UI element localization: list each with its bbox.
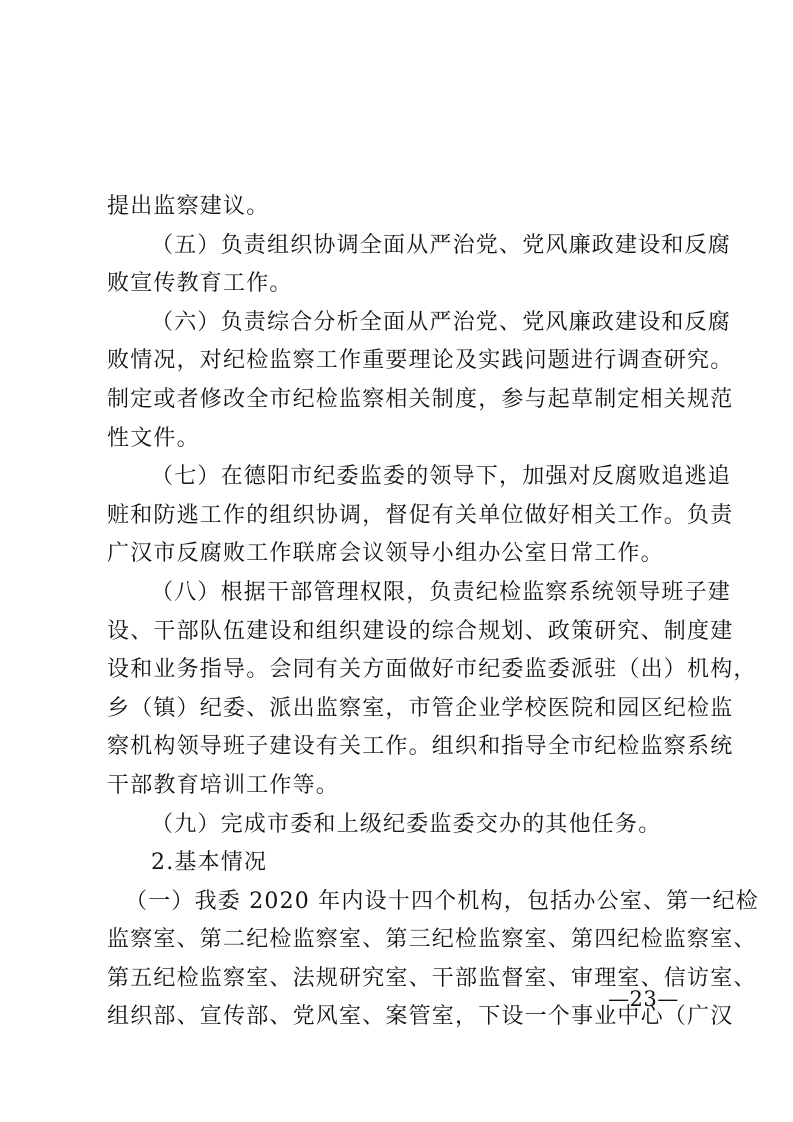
- text-line: （五）负责组织协调全面从严治党、党风廉政建设和反腐: [151, 232, 732, 258]
- text-line: 监察室、第二纪检监察室、第三纪检监察室、第四纪检监察室、: [107, 927, 757, 953]
- body-text: [107, 188, 759, 1037]
- text-line: （六）负责综合分析全面从严治党、党风廉政建设和反腐: [151, 309, 732, 335]
- page-number: —23—: [608, 987, 679, 1011]
- text-line: 提出监察建议。: [107, 194, 270, 219]
- text-line: 第五纪检监察室、法规研究室、干部监督室、审理室、信访室、: [107, 965, 757, 991]
- text-line: 设和业务指导。会同有关方面做好市纪委监委派驻（出）机构，: [107, 657, 757, 683]
- text-line: 赃和防逃工作的组织协调，督促有关单位做好相关工作。负责: [107, 502, 734, 528]
- text-line: 察机构领导班子建设有关工作。组织和指导全市纪检监察系统: [107, 734, 734, 760]
- text-line: 制定或者修改全市纪检监察相关制度，参与起草制定相关规范: [107, 386, 734, 412]
- text-line: 乡（镇）纪委、派出监察室，市管企业学校医院和园区纪检监: [107, 695, 734, 721]
- text-line: 败情况，对纪检监察工作重要理论及实践问题进行调查研究。: [107, 348, 734, 374]
- text-line: 干部教育培训工作等。: [107, 772, 340, 798]
- text-line: 性文件。: [107, 425, 200, 451]
- text-line: （七）在德阳市纪委监委的领导下，加强对反腐败追逃追: [151, 464, 732, 490]
- text-line: 设、干部队伍建设和组织建设的综合规划、政策研究、制度建: [107, 618, 734, 644]
- text-line: 2.基本情况: [151, 850, 268, 876]
- text-line: （九）完成市委和上级纪委监委交办的其他任务。: [151, 811, 662, 837]
- text-line: 广汉市反腐败工作联席会议领导小组办公室日常工作。: [107, 541, 664, 567]
- text-line: （八）根据干部管理权限，负责纪检监察系统领导班子建: [151, 579, 732, 605]
- text-line: 组织部、宣传部、党风室、案管室，下设一个事业中心（广汉: [107, 1004, 734, 1030]
- text-line: （一）我委 2020 年内设十四个机构，包括办公室、第一纪检: [125, 888, 759, 914]
- text-line: 败宣传教育工作。: [107, 271, 293, 297]
